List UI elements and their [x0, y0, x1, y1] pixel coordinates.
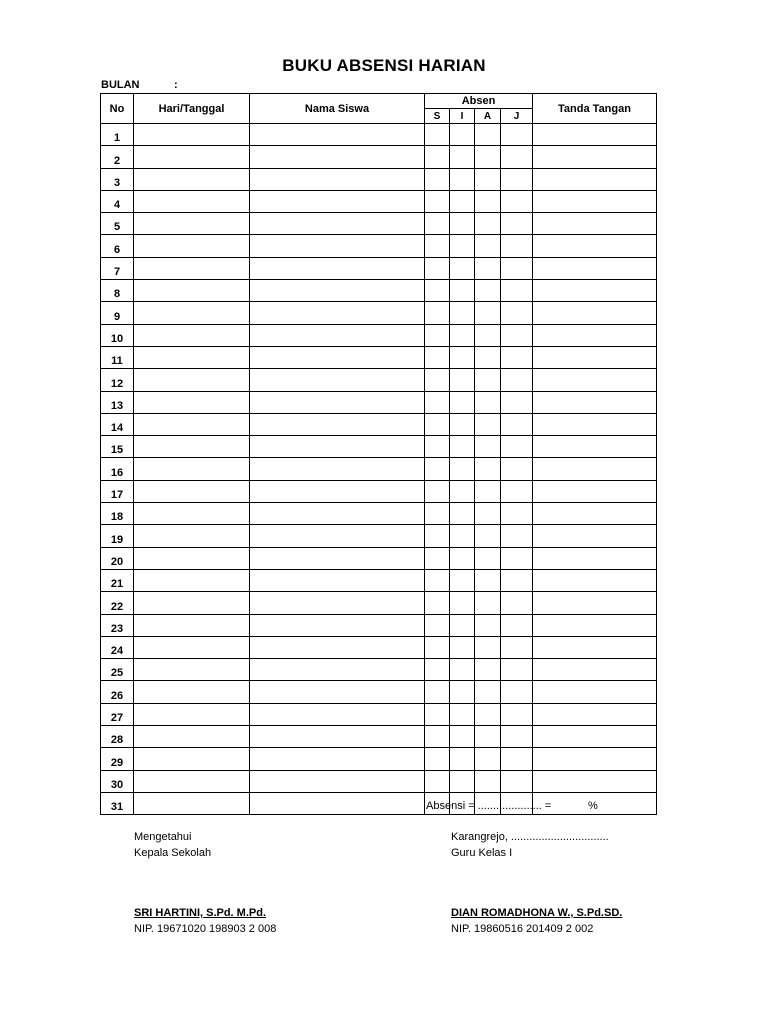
cell-absen-a[interactable] [475, 525, 501, 547]
cell-absen-i[interactable] [450, 413, 475, 435]
cell-hari-tanggal[interactable] [134, 659, 250, 681]
cell-absen-a[interactable] [475, 547, 501, 569]
cell-absen-i[interactable] [450, 302, 475, 324]
cell-no: 17 [101, 480, 134, 502]
cell-absen-i[interactable] [450, 190, 475, 212]
cell-absen-a[interactable] [475, 190, 501, 212]
cell-nama-siswa[interactable] [250, 547, 425, 569]
cell-absen-s[interactable] [425, 592, 450, 614]
cell-no: 10 [101, 324, 134, 346]
cell-absen-s[interactable] [425, 770, 450, 792]
cell-tanda-tangan[interactable] [533, 146, 657, 168]
cell-absen-a[interactable] [475, 614, 501, 636]
cell-no: 15 [101, 436, 134, 458]
cell-absen-i[interactable] [450, 458, 475, 480]
cell-absen-i[interactable] [450, 369, 475, 391]
cell-hari-tanggal[interactable] [134, 592, 250, 614]
cell-absen-j[interactable] [501, 547, 533, 569]
cell-absen-i[interactable] [450, 614, 475, 636]
principal-title: Kepala Sekolah [134, 847, 212, 859]
cell-hari-tanggal[interactable] [134, 681, 250, 703]
cell-nama-siswa[interactable] [250, 792, 425, 814]
header-absen: Absen [425, 94, 533, 109]
cell-absen-i[interactable] [450, 480, 475, 502]
cell-no: 4 [101, 190, 134, 212]
cell-hari-tanggal[interactable] [134, 503, 250, 525]
teacher-name: DIAN ROMADHONA W., S.Pd.SD. [451, 907, 623, 919]
cell-nama-siswa[interactable] [250, 525, 425, 547]
cell-no: 22 [101, 592, 134, 614]
cell-nama-siswa[interactable] [250, 346, 425, 368]
cell-no: 2 [101, 146, 134, 168]
cell-no: 14 [101, 413, 134, 435]
cell-no: 1 [101, 124, 134, 146]
table-row [101, 213, 657, 235]
cell-nama-siswa[interactable] [250, 569, 425, 591]
cell-tanda-tangan[interactable] [533, 547, 657, 569]
cell-no: 6 [101, 235, 134, 257]
cell-hari-tanggal[interactable] [134, 190, 250, 212]
table-row [101, 770, 657, 792]
cell-absen-i[interactable] [450, 324, 475, 346]
header-absen-j: J [501, 109, 533, 124]
table-row [101, 547, 657, 569]
cell-tanda-tangan[interactable] [533, 703, 657, 725]
attendance-rows [101, 124, 657, 815]
cell-absen-s[interactable] [425, 569, 450, 591]
table-row [101, 569, 657, 591]
cell-tanda-tangan[interactable] [533, 280, 657, 302]
cell-absen-j[interactable] [501, 168, 533, 190]
principal-signature-block [134, 829, 276, 937]
table-row [101, 703, 657, 725]
cell-absen-i[interactable] [450, 726, 475, 748]
cell-nama-siswa[interactable] [250, 257, 425, 279]
teacher-title: Guru Kelas I [451, 847, 513, 859]
cell-absen-s[interactable] [425, 190, 450, 212]
cell-absen-i[interactable] [450, 235, 475, 257]
cell-nama-siswa[interactable] [250, 190, 425, 212]
table-row [101, 257, 657, 279]
table-row [101, 726, 657, 748]
cell-absen-s[interactable] [425, 369, 450, 391]
cell-nama-siswa[interactable] [250, 480, 425, 502]
cell-absen-a[interactable] [475, 659, 501, 681]
cell-tanda-tangan[interactable] [533, 525, 657, 547]
cell-hari-tanggal[interactable] [134, 748, 250, 770]
cell-absen-s[interactable] [425, 302, 450, 324]
cell-absen-a[interactable] [475, 770, 501, 792]
cell-tanda-tangan[interactable] [533, 346, 657, 368]
cell-absen-j[interactable] [501, 480, 533, 502]
table-row [101, 480, 657, 502]
table-row [101, 168, 657, 190]
cell-no: 18 [101, 503, 134, 525]
cell-nama-siswa[interactable] [250, 592, 425, 614]
cell-hari-tanggal[interactable] [134, 614, 250, 636]
cell-tanda-tangan[interactable] [533, 748, 657, 770]
cell-absen-s[interactable] [425, 480, 450, 502]
cell-absen-j[interactable] [501, 592, 533, 614]
cell-tanda-tangan[interactable] [533, 257, 657, 279]
cell-absen-i[interactable] [450, 547, 475, 569]
cell-absen-i[interactable] [450, 280, 475, 302]
cell-absen-a[interactable] [475, 146, 501, 168]
cell-absen-j[interactable] [501, 391, 533, 413]
cell-tanda-tangan[interactable] [533, 413, 657, 435]
cell-no: 24 [101, 636, 134, 658]
cell-no: 28 [101, 726, 134, 748]
cell-absen-s[interactable] [425, 614, 450, 636]
principal-acknowledge-label: Mengetahui [134, 831, 192, 843]
cell-absen-j[interactable] [501, 213, 533, 235]
table-row [101, 346, 657, 368]
cell-absen-a[interactable] [475, 592, 501, 614]
month-field [101, 79, 178, 91]
cell-tanda-tangan[interactable] [533, 458, 657, 480]
cell-absen-a[interactable] [475, 436, 501, 458]
cell-absen-i[interactable] [450, 770, 475, 792]
cell-nama-siswa[interactable] [250, 302, 425, 324]
cell-absen-i[interactable] [450, 257, 475, 279]
cell-hari-tanggal[interactable] [134, 436, 250, 458]
cell-hari-tanggal[interactable] [134, 792, 250, 814]
cell-absen-a[interactable] [475, 369, 501, 391]
cell-absen-i[interactable] [450, 213, 475, 235]
cell-absen-s[interactable] [425, 748, 450, 770]
cell-absen-j[interactable] [501, 569, 533, 591]
cell-tanda-tangan[interactable] [533, 302, 657, 324]
cell-absen-a[interactable] [475, 503, 501, 525]
cell-absen-s[interactable] [425, 413, 450, 435]
cell-nama-siswa[interactable] [250, 614, 425, 636]
cell-nama-siswa[interactable] [250, 146, 425, 168]
absensi-summary: Absensi = ..................... = % [426, 800, 598, 812]
cell-absen-i[interactable] [450, 346, 475, 368]
cell-absen-s[interactable] [425, 391, 450, 413]
cell-absen-j[interactable] [501, 413, 533, 435]
cell-absen-a[interactable] [475, 302, 501, 324]
cell-absen-s[interactable] [425, 436, 450, 458]
cell-absen-i[interactable] [450, 659, 475, 681]
cell-hari-tanggal[interactable] [134, 703, 250, 725]
cell-absen-a[interactable] [475, 235, 501, 257]
cell-tanda-tangan[interactable] [533, 213, 657, 235]
cell-tanda-tangan[interactable] [533, 636, 657, 658]
cell-absen-j[interactable] [501, 636, 533, 658]
cell-absen-j[interactable] [501, 770, 533, 792]
cell-hari-tanggal[interactable] [134, 124, 250, 146]
cell-hari-tanggal[interactable] [134, 213, 250, 235]
cell-absen-i[interactable] [450, 592, 475, 614]
cell-absen-a[interactable] [475, 391, 501, 413]
table-row [101, 280, 657, 302]
cell-nama-siswa[interactable] [250, 436, 425, 458]
cell-absen-s[interactable] [425, 235, 450, 257]
principal-name: SRI HARTINI, S.Pd. M.Pd. [134, 907, 267, 919]
cell-nama-siswa[interactable] [250, 213, 425, 235]
table-row [101, 636, 657, 658]
cell-absen-j[interactable] [501, 235, 533, 257]
cell-absen-j[interactable] [501, 681, 533, 703]
cell-tanda-tangan[interactable] [533, 659, 657, 681]
cell-hari-tanggal[interactable] [134, 324, 250, 346]
cell-no: 8 [101, 280, 134, 302]
cell-absen-j[interactable] [501, 302, 533, 324]
table-row [101, 659, 657, 681]
cell-absen-s[interactable] [425, 547, 450, 569]
cell-absen-a[interactable] [475, 569, 501, 591]
cell-no: 21 [101, 569, 134, 591]
cell-absen-s[interactable] [425, 503, 450, 525]
cell-absen-a[interactable] [475, 413, 501, 435]
cell-tanda-tangan[interactable] [533, 190, 657, 212]
cell-no: 13 [101, 391, 134, 413]
header-absen-i: I [450, 109, 475, 124]
month-colon: : [174, 79, 178, 91]
cell-absen-s[interactable] [425, 168, 450, 190]
cell-tanda-tangan[interactable] [533, 369, 657, 391]
cell-no: 20 [101, 547, 134, 569]
cell-hari-tanggal[interactable] [134, 257, 250, 279]
cell-hari-tanggal[interactable] [134, 525, 250, 547]
cell-nama-siswa[interactable] [250, 369, 425, 391]
cell-tanda-tangan[interactable] [533, 480, 657, 502]
cell-hari-tanggal[interactable] [134, 168, 250, 190]
cell-absen-j[interactable] [501, 369, 533, 391]
header-hari-tanggal: Hari/Tanggal [134, 94, 250, 124]
cell-absen-s[interactable] [425, 213, 450, 235]
cell-absen-j[interactable] [501, 525, 533, 547]
cell-hari-tanggal[interactable] [134, 302, 250, 324]
cell-absen-s[interactable] [425, 146, 450, 168]
table-row [101, 235, 657, 257]
cell-nama-siswa[interactable] [250, 703, 425, 725]
principal-nip: NIP. 19671020 198903 2 008 [134, 923, 277, 935]
cell-nama-siswa[interactable] [250, 235, 425, 257]
cell-tanda-tangan[interactable] [533, 503, 657, 525]
cell-nama-siswa[interactable] [250, 124, 425, 146]
cell-no: 26 [101, 681, 134, 703]
cell-tanda-tangan[interactable] [533, 726, 657, 748]
cell-no: 16 [101, 458, 134, 480]
cell-absen-j[interactable] [501, 257, 533, 279]
cell-absen-j[interactable] [501, 748, 533, 770]
cell-tanda-tangan[interactable] [533, 681, 657, 703]
cell-nama-siswa[interactable] [250, 324, 425, 346]
header-absen-s: S [425, 109, 450, 124]
cell-tanda-tangan[interactable] [533, 235, 657, 257]
table-row [101, 369, 657, 391]
cell-tanda-tangan[interactable] [533, 324, 657, 346]
cell-absen-i[interactable] [450, 503, 475, 525]
cell-absen-a[interactable] [475, 703, 501, 725]
cell-absen-a[interactable] [475, 748, 501, 770]
cell-nama-siswa[interactable] [250, 636, 425, 658]
cell-absen-a[interactable] [475, 636, 501, 658]
cell-absen-a[interactable] [475, 681, 501, 703]
cell-nama-siswa[interactable] [250, 681, 425, 703]
document-title: BUKU ABSENSI HARIAN [282, 56, 486, 75]
cell-absen-i[interactable] [450, 636, 475, 658]
cell-hari-tanggal[interactable] [134, 726, 250, 748]
cell-tanda-tangan[interactable] [533, 614, 657, 636]
cell-absen-i[interactable] [450, 703, 475, 725]
cell-tanda-tangan[interactable] [533, 168, 657, 190]
cell-absen-i[interactable] [450, 525, 475, 547]
cell-absen-j[interactable] [501, 436, 533, 458]
teacher-signature-block [451, 829, 622, 937]
cell-absen-j[interactable] [501, 659, 533, 681]
cell-nama-siswa[interactable] [250, 280, 425, 302]
table-row [101, 592, 657, 614]
cell-absen-s[interactable] [425, 681, 450, 703]
cell-tanda-tangan[interactable] [533, 124, 657, 146]
cell-no: 29 [101, 748, 134, 770]
cell-hari-tanggal[interactable] [134, 547, 250, 569]
cell-absen-j[interactable] [501, 146, 533, 168]
cell-absen-a[interactable] [475, 324, 501, 346]
cell-absen-j[interactable] [501, 346, 533, 368]
cell-hari-tanggal[interactable] [134, 458, 250, 480]
cell-absen-j[interactable] [501, 190, 533, 212]
cell-absen-a[interactable] [475, 213, 501, 235]
cell-nama-siswa[interactable] [250, 748, 425, 770]
cell-hari-tanggal[interactable] [134, 346, 250, 368]
cell-tanda-tangan[interactable] [533, 436, 657, 458]
cell-absen-i[interactable] [450, 168, 475, 190]
cell-tanda-tangan[interactable] [533, 592, 657, 614]
cell-absen-j[interactable] [501, 703, 533, 725]
cell-absen-i[interactable] [450, 146, 475, 168]
cell-absen-j[interactable] [501, 324, 533, 346]
header-nama-siswa: Nama Siswa [250, 94, 425, 124]
header-tanda-tangan: Tanda Tangan [533, 94, 657, 124]
cell-absen-s[interactable] [425, 458, 450, 480]
table-row [101, 190, 657, 212]
table-row [101, 681, 657, 703]
cell-absen-a[interactable] [475, 346, 501, 368]
cell-no: 27 [101, 703, 134, 725]
cell-no: 23 [101, 614, 134, 636]
header-no: No [101, 94, 134, 124]
table-row [101, 124, 657, 146]
cell-absen-s[interactable] [425, 257, 450, 279]
cell-absen-s[interactable] [425, 346, 450, 368]
cell-hari-tanggal[interactable] [134, 369, 250, 391]
cell-tanda-tangan[interactable] [533, 770, 657, 792]
cell-hari-tanggal[interactable] [134, 235, 250, 257]
cell-nama-siswa[interactable] [250, 503, 425, 525]
cell-hari-tanggal[interactable] [134, 569, 250, 591]
cell-absen-s[interactable] [425, 324, 450, 346]
cell-absen-j[interactable] [501, 726, 533, 748]
cell-absen-a[interactable] [475, 726, 501, 748]
cell-no: 25 [101, 659, 134, 681]
table-row [101, 146, 657, 168]
cell-no: 3 [101, 168, 134, 190]
cell-absen-j[interactable] [501, 280, 533, 302]
table-row [101, 391, 657, 413]
cell-absen-i[interactable] [450, 569, 475, 591]
cell-absen-s[interactable] [425, 124, 450, 146]
cell-nama-siswa[interactable] [250, 391, 425, 413]
cell-no: 30 [101, 770, 134, 792]
cell-no: 7 [101, 257, 134, 279]
cell-tanda-tangan[interactable] [533, 391, 657, 413]
place-date-line: Karangrejo, ................................ [451, 831, 609, 843]
cell-absen-j[interactable] [501, 124, 533, 146]
cell-absen-s[interactable] [425, 525, 450, 547]
cell-absen-i[interactable] [450, 124, 475, 146]
cell-hari-tanggal[interactable] [134, 280, 250, 302]
table-row [101, 302, 657, 324]
cell-absen-j[interactable] [501, 503, 533, 525]
cell-nama-siswa[interactable] [250, 458, 425, 480]
cell-hari-tanggal[interactable] [134, 636, 250, 658]
cell-absen-s[interactable] [425, 659, 450, 681]
table-row [101, 324, 657, 346]
cell-no: 12 [101, 369, 134, 391]
cell-absen-s[interactable] [425, 280, 450, 302]
attendance-table [100, 93, 657, 815]
table-row [101, 458, 657, 480]
cell-absen-i[interactable] [450, 748, 475, 770]
cell-tanda-tangan[interactable] [533, 569, 657, 591]
cell-nama-siswa[interactable] [250, 659, 425, 681]
cell-no: 19 [101, 525, 134, 547]
cell-nama-siswa[interactable] [250, 413, 425, 435]
cell-nama-siswa[interactable] [250, 770, 425, 792]
table-row [101, 748, 657, 770]
cell-hari-tanggal[interactable] [134, 146, 250, 168]
month-label: BULAN [101, 79, 140, 91]
cell-nama-siswa[interactable] [250, 726, 425, 748]
cell-absen-j[interactable] [501, 614, 533, 636]
table-row [101, 614, 657, 636]
table-row [101, 436, 657, 458]
cell-hari-tanggal[interactable] [134, 770, 250, 792]
cell-absen-i[interactable] [450, 681, 475, 703]
cell-absen-i[interactable] [450, 391, 475, 413]
cell-no: 31 [101, 792, 134, 814]
header-absen-a: A [475, 109, 501, 124]
teacher-nip: NIP. 19860516 201409 2 002 [451, 923, 594, 935]
cell-absen-a[interactable] [475, 257, 501, 279]
cell-absen-a[interactable] [475, 124, 501, 146]
table-row [101, 413, 657, 435]
cell-hari-tanggal[interactable] [134, 480, 250, 502]
cell-no: 11 [101, 346, 134, 368]
cell-hari-tanggal[interactable] [134, 391, 250, 413]
cell-absen-a[interactable] [475, 458, 501, 480]
cell-no: 9 [101, 302, 134, 324]
table-row [101, 525, 657, 547]
cell-absen-a[interactable] [475, 168, 501, 190]
cell-absen-s[interactable] [425, 726, 450, 748]
cell-absen-a[interactable] [475, 480, 501, 502]
table-row [101, 503, 657, 525]
cell-absen-a[interactable] [475, 280, 501, 302]
cell-no: 5 [101, 213, 134, 235]
cell-absen-i[interactable] [450, 436, 475, 458]
cell-hari-tanggal[interactable] [134, 413, 250, 435]
cell-absen-s[interactable] [425, 636, 450, 658]
cell-absen-j[interactable] [501, 458, 533, 480]
cell-absen-s[interactable] [425, 703, 450, 725]
cell-nama-siswa[interactable] [250, 168, 425, 190]
